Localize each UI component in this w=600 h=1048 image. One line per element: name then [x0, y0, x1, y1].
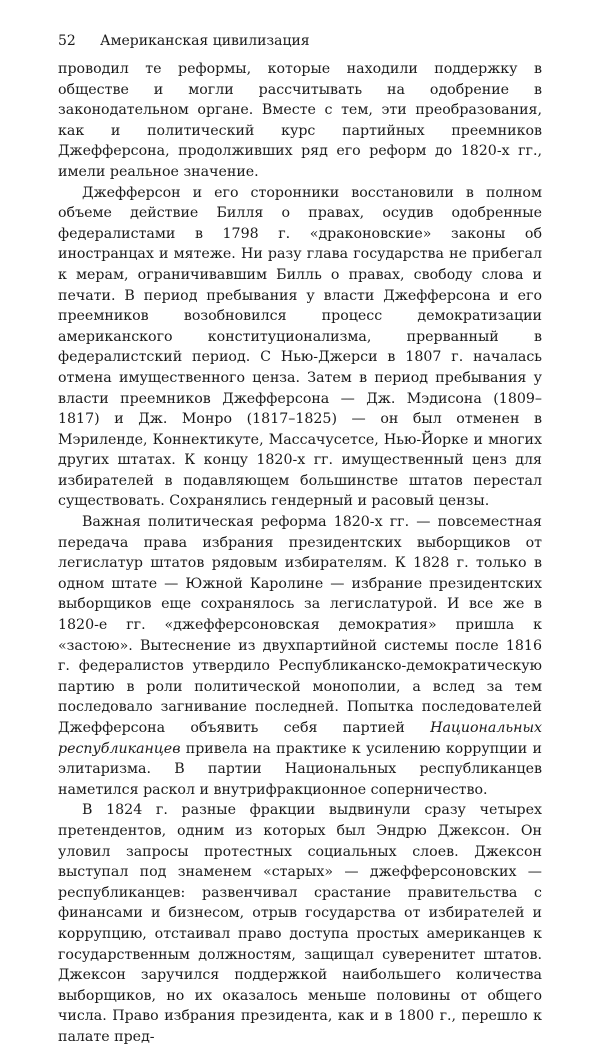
italic-party-name: Национальных республиканцев [58, 720, 542, 757]
paragraph-4 [58, 800, 542, 1047]
text-segment: Важная политическая реформа 1820-х гг. — повсеместная передача права избрания президентских выборщиков от легислатур штатов рядовым избирателям. К 1828 г. только в одном штате — Южной Каролине — избрание президентских выборщиков еще сохранялось за легислатурой. И все же в 1820-е гг. «джефферсоновская демократия» пришла к «застою». Вытеснение из двухпартийной системы после 1816 г. федералистов утвердило Республиканско-демократическую партию в роли политической монополии, а вслед за тем последовало загнивание последней. Попытка последователей Джефферсона объявить себя партией [58, 514, 542, 736]
book-title: Американская цивилизация [100, 33, 310, 49]
text-segment: проводил те реформы, которые находили поддержку в обществе и могли рассчитывать на одобрение в законодательном органе. Вместе с тем, эти преобразования, как и политический курс партийных преемников Джефферсона, продолживших ряд его реформ до 1820-х гг., имели реальное значение. [58, 61, 542, 180]
running-header [58, 30, 542, 52]
paragraph-1 [58, 59, 542, 183]
body-text [58, 59, 542, 1048]
paragraph-2 [58, 183, 542, 513]
book-page [58, 30, 542, 1048]
text-segment: привела на практике к усилению коррупции и элитаризма. В партии Национальных республиканцев наметился раскол и внутрифракционное соперничество. [58, 740, 542, 798]
text-segment: Джефферсон и его сторонники восстановили в полном объеме действие Билля о правах, осудив одобренные федералистами в 1798 г. «драконовские» законы об иностранцах и мятеже. Ни разу глава государства не прибегал к мерам, ограничивавшим Билль о правах, свободу слова и печати. В период пребывания у власти Джефферсона и его преемников возобновился процесс демократизации американского конституционализма, прерванный в федералистский период. С Нью-Джерси в 1807 г. началась отмена имущественного ценза. Затем в период пребывания у власти преемников Джефферсона — Дж. Мэдисона (1809–1817) и Дж. Монро (1817–1825) — он был отменен в Мэриленде, Коннектикуте, Массачусетсе, Нью-Йорке и многих других штатах. К концу 1820-х гг. имущественный ценз для избирателей в подавляющем большинстве штатов перестал существовать. Сохранялись гендерный и расовый цензы. [58, 184, 542, 510]
page-number: 52 [58, 33, 76, 49]
text-segment: В 1824 г. разные фракции выдвинули сразу четырех претендентов, одним из которых был Эндрю Джексон. Он уловил запросы протестных социальных слоев. Джексон выступал под знаменем «старых» — джефферсоновских — республиканцев: развенчивал срастание правительства с финансами и бизнесом, отрыв государства от избирателей и коррупцию, отстаивал право доступа простых американцев к государственным должностям, защищал суверенитет штатов. Джексон заручился поддержкой наибольшего количества выборщиков, но их оказалось меньше половины от общего числа. Право избрания президента, как и в 1800 г., перешло к палате пред- [58, 802, 542, 1045]
paragraph-3 [58, 512, 542, 800]
